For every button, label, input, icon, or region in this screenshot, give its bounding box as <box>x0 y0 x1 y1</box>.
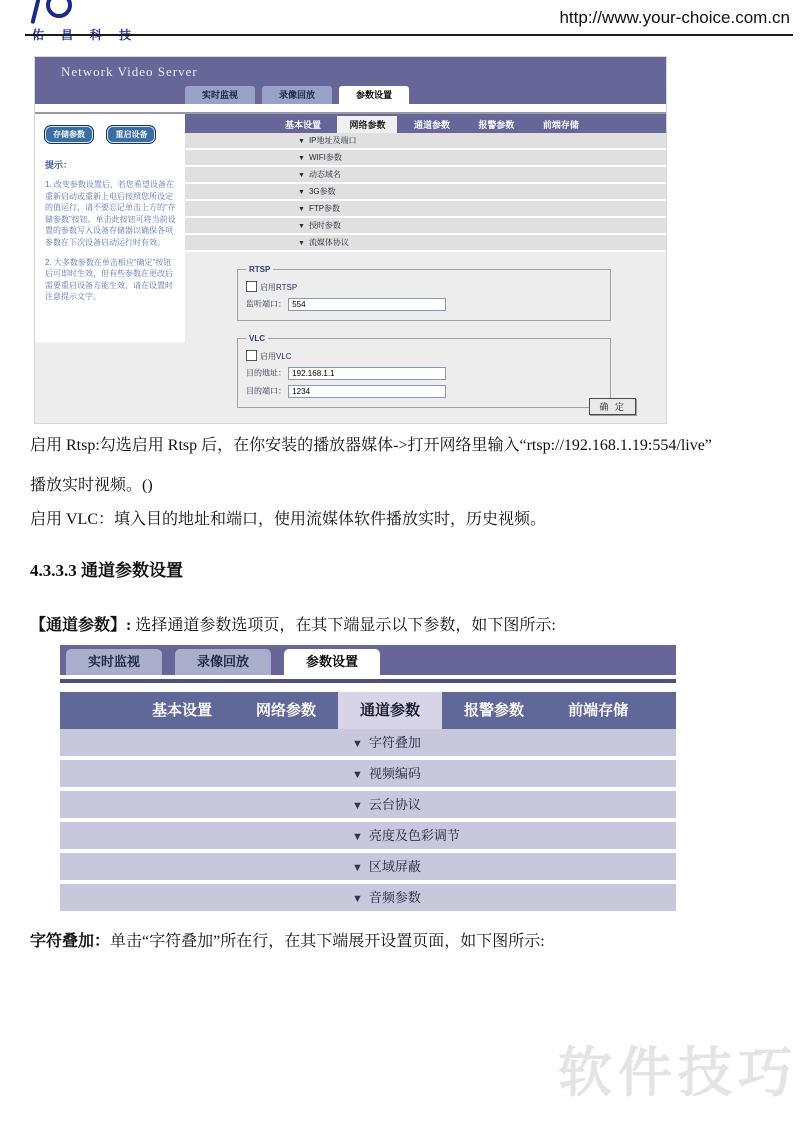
screenshot-network-params <box>35 57 666 423</box>
nav-network-params[interactable]: 网络参数 <box>256 702 317 719</box>
triangle-down-icon: ▼ <box>352 862 363 874</box>
nav-network-params[interactable]: 网络参数 <box>337 116 397 135</box>
watermark-text: 软件技巧 <box>558 1043 798 1103</box>
tab-playback[interactable]: 录像回放 <box>262 86 332 104</box>
s1-sidebar <box>35 114 185 423</box>
vlc-legend: VLC <box>249 334 265 343</box>
menu-item-time-sync[interactable] <box>185 218 666 233</box>
s1-accordion-menu <box>185 133 666 252</box>
menu-item-brightness-color[interactable] <box>60 822 676 849</box>
menu-item-label: 视频编码 <box>368 766 421 781</box>
vlc-fieldset <box>237 334 611 408</box>
nav-alarm-params[interactable]: 报警参数 <box>478 120 515 130</box>
triangle-down-icon: ▼ <box>298 189 305 196</box>
vlc-enable-label: 启用VLC <box>260 352 292 361</box>
screenshot-channel-params <box>60 645 676 909</box>
vlc-enable-checkbox[interactable] <box>246 350 257 361</box>
menu-item-label: 云台协议 <box>368 797 421 812</box>
nav-front-storage[interactable]: 前端存储 <box>542 120 579 130</box>
nav-channel-params[interactable]: 通道参数 <box>338 692 442 729</box>
paragraph-vlc: 启用 VLC：填入目的地址和端口，使用流媒体软件播放实时，历史视频。 <box>30 511 547 528</box>
s2-accordion-menu <box>60 729 676 911</box>
hint-paragraph-2: 2. 大多数参数在单击相应“确定”按钮后可即时生效，但有些参数在更改后需要重启设备方能生效，请在设置时注意提示文字。 <box>45 257 173 302</box>
triangle-down-icon: ▼ <box>298 240 305 247</box>
menu-item-label: IP地址及端口 <box>308 136 357 145</box>
document-header <box>0 0 800 46</box>
menu-item-stream-protocol[interactable] <box>185 235 666 250</box>
hint-paragraph-1: 1. 改变参数设置后，若您希望设备在重新启动或重新上电后按照您所设定的值运行，请不要忘记单击上方的“存储参数”按钮。单击此按钮可将当前设置的参数写入设备存储器以确保各项参数在下次设备启动运行时有效。 <box>45 180 176 247</box>
tab-settings[interactable]: 参数设置 <box>339 86 409 104</box>
triangle-down-icon: ▼ <box>352 831 363 843</box>
s2-divider <box>60 679 676 692</box>
menu-item-label: 3G参数 <box>308 187 336 196</box>
logo-mark-icon <box>32 0 152 22</box>
vlc-port-input[interactable] <box>288 385 446 398</box>
rtsp-port-label: 监听端口： <box>246 299 286 309</box>
header-url: http://www.your-choice.com.cn <box>559 8 790 27</box>
menu-item-wifi[interactable] <box>185 150 666 165</box>
nav-channel-params[interactable]: 通道参数 <box>413 120 450 130</box>
nav-alarm-params[interactable]: 报警参数 <box>464 702 525 719</box>
company-logo <box>32 0 152 43</box>
menu-item-osd-overlay[interactable] <box>60 729 676 756</box>
paragraph-channel-params: 【通道参数】: 选择通道参数选项页，在其下端显示以下参数，如下图所示: <box>30 617 556 634</box>
triangle-down-icon: ▼ <box>352 769 363 781</box>
nav-basic-settings[interactable]: 基本设置 <box>285 120 322 130</box>
tab-live-view[interactable]: 实时监视 <box>66 649 162 675</box>
tab-playback[interactable]: 录像回放 <box>175 649 271 675</box>
menu-item-label: FTP参数 <box>308 204 341 213</box>
header-divider <box>25 34 793 36</box>
triangle-down-icon: ▼ <box>298 138 305 145</box>
s1-divider <box>35 104 666 114</box>
reboot-device-button[interactable]: 重启设备 <box>106 125 156 144</box>
menu-item-ddns[interactable] <box>185 167 666 182</box>
menu-item-privacy-mask[interactable] <box>60 853 676 880</box>
nav-front-storage[interactable]: 前端存储 <box>568 702 629 719</box>
rtsp-enable-checkbox[interactable] <box>246 281 257 292</box>
menu-item-label: WIFI参数 <box>308 153 342 162</box>
stream-protocol-panel <box>185 252 666 423</box>
app-title: Network Video Server <box>35 57 666 85</box>
menu-item-label: 音频参数 <box>368 890 421 905</box>
triangle-down-icon: ▼ <box>298 155 305 162</box>
triangle-down-icon: ▼ <box>352 738 363 750</box>
vlc-address-label: 目的地址： <box>246 368 286 378</box>
menu-item-video-encoding[interactable] <box>60 760 676 787</box>
tab-settings[interactable]: 参数设置 <box>284 649 380 675</box>
triangle-down-icon: ▼ <box>298 223 305 230</box>
paragraph-rtsp-line1: 启用 Rtsp:勾选启用 Rtsp 后，在你安装的播放器媒体->打开网络里输入“rtsp://192.168.1.19:554/live” <box>30 437 712 454</box>
store-params-button[interactable]: 存储参数 <box>44 125 94 144</box>
paragraph-rtsp-line2: 播放实时视频。() <box>30 477 153 494</box>
rtsp-enable-label: 启用RTSP <box>260 283 298 292</box>
rtsp-fieldset <box>237 265 611 321</box>
s1-tab-strip <box>35 85 666 104</box>
menu-item-label: 动态域名 <box>308 170 341 179</box>
logo-brand-text <box>54 0 95 1</box>
menu-item-label: 区域屏蔽 <box>368 859 421 874</box>
s2-nav-bar <box>60 692 676 729</box>
triangle-down-icon: ▼ <box>298 206 305 213</box>
ok-button[interactable]: 确 定 <box>589 398 636 415</box>
menu-item-label: 授时参数 <box>308 221 341 230</box>
logo-ring-icon <box>46 0 72 18</box>
menu-item-3g[interactable] <box>185 184 666 199</box>
paragraph-osd-overlay: 字符叠加：单击“字符叠加”所在行，在其下端展开设置页面，如下图所示: <box>30 933 545 950</box>
nav-basic-settings[interactable]: 基本设置 <box>152 702 213 719</box>
menu-item-label: 字符叠加 <box>368 735 421 750</box>
menu-item-ftp[interactable] <box>185 201 666 216</box>
vlc-address-input[interactable] <box>288 367 446 380</box>
menu-item-audio-params[interactable] <box>60 884 676 911</box>
triangle-down-icon: ▼ <box>352 800 363 812</box>
hint-title: 提示： <box>45 160 73 170</box>
logo-slash-icon <box>30 0 41 24</box>
tab-live-view[interactable]: 实时监视 <box>185 86 255 104</box>
rtsp-port-input[interactable] <box>288 298 446 311</box>
triangle-down-icon: ▼ <box>352 893 363 905</box>
triangle-down-icon: ▼ <box>298 172 305 179</box>
s2-tab-strip <box>60 645 676 675</box>
section-heading: 4.3.3.3 通道参数设置 <box>30 561 183 580</box>
menu-item-ptz-protocol[interactable] <box>60 791 676 818</box>
menu-item-label: 亮度及色彩调节 <box>368 828 460 843</box>
menu-item-ip-port[interactable] <box>185 133 666 148</box>
s1-nav-bar <box>185 114 666 133</box>
menu-item-label: 流媒体协议 <box>308 238 349 247</box>
rtsp-legend: RTSP <box>249 265 271 274</box>
vlc-port-label: 目的端口： <box>246 386 286 396</box>
